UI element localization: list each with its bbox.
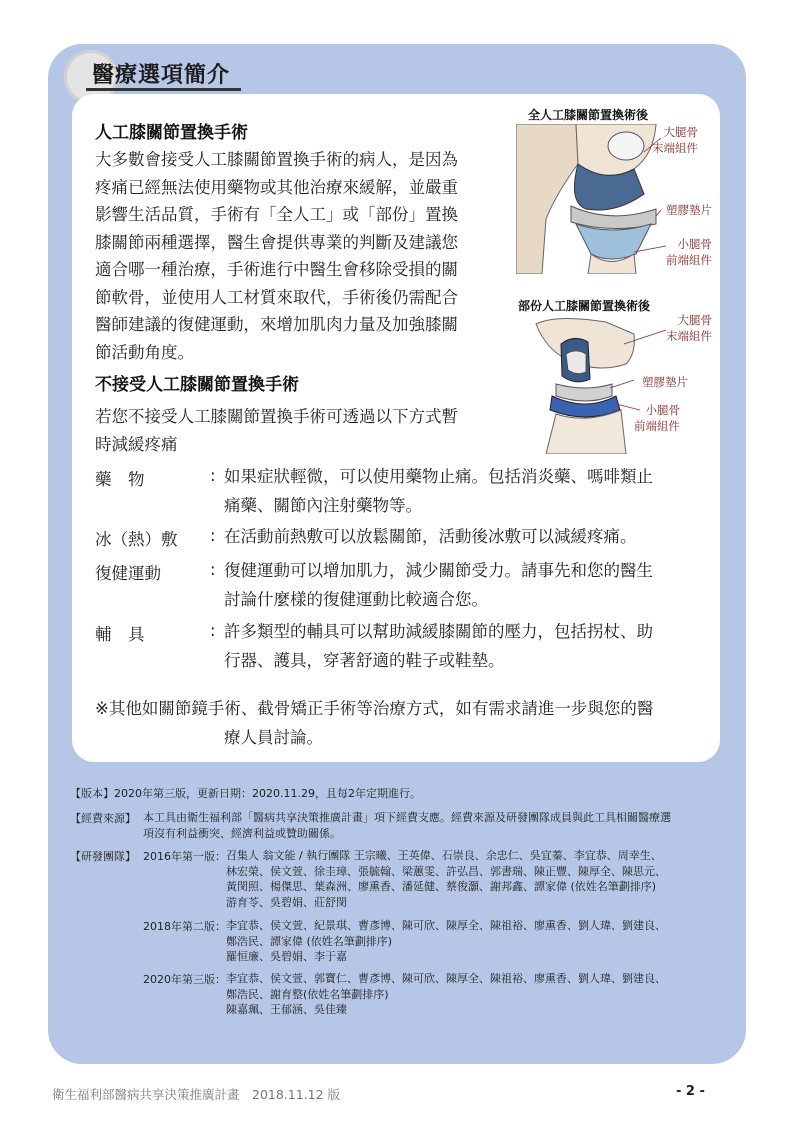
label-line: 大腿骨 bbox=[663, 125, 698, 139]
label-line: 末端組件 bbox=[652, 141, 698, 155]
title-underline bbox=[86, 88, 241, 91]
team-key: 【研發團隊】 bbox=[70, 850, 136, 863]
option-desc-line: 復健運動可以增加肌力，減少關節受力。請事先和您的醫生 bbox=[224, 561, 653, 580]
tkr-line: 醫師建議的復健運動，來增加肌肉力量及加強膝關 bbox=[95, 315, 458, 334]
option-desc-line: 討論什麼樣的復健運動比較適合您。 bbox=[224, 590, 488, 609]
no-tkr-line: 若您不接受人工膝關節置換手術可透過以下方式暫 bbox=[95, 407, 458, 426]
team-line: 鄭浩民、謝育整(依姓名筆劃排序) bbox=[226, 987, 389, 1001]
funding-key: 【經費來源】 bbox=[70, 812, 136, 825]
option-label-aids: 輔 具 bbox=[95, 625, 145, 644]
tkr-line: 大多數會接受人工膝關節置換手術的病人，是因為 bbox=[95, 150, 458, 169]
figure-partial-tibia-label bbox=[616, 402, 680, 434]
team-line: 林宏榮、侯文萱、徐圭璋、張毓翰、梁蕙雯、許弘昌、郭書瑞、陳正豐、陳厚全、陳思元、 bbox=[226, 864, 666, 878]
team-line: 召集人 翁文能 / 執行團隊 王宗曦、王英偉、石崇良、余忠仁、吳宜蓁、李宜恭、周幸生、 bbox=[226, 849, 662, 862]
option-desc-line: 在活動前熱敷可以放鬆關節，活動後冰敷可以減緩疼痛。 bbox=[224, 527, 637, 546]
tkr-line: 適合哪一種治療，手術進行中醫生會移除受損的關 bbox=[95, 260, 458, 279]
option-label-compress: 冰（熱）敷 bbox=[95, 530, 178, 549]
team-2018-label: 2018年第二版： bbox=[143, 920, 226, 933]
figure-partial-title: 部份人工膝關節置換術後 bbox=[518, 299, 651, 313]
funding-line: 本工具由衛生福利部「醫病共享決策推廣計畫」項下經費支應。經費來源及研發團隊成員與此工具相關醫療選 bbox=[143, 811, 671, 824]
tkr-line: 影響生活品質，手術有「全人工」或「部份」置換 bbox=[95, 205, 458, 224]
team-2018-members bbox=[226, 918, 726, 965]
team-2020-members bbox=[226, 971, 726, 1018]
team-line: 游育苓、吳碧娟、莊舒閔 bbox=[226, 895, 347, 909]
option-colon: : bbox=[210, 560, 216, 579]
team-2016-label: 2016年第一版： bbox=[143, 850, 226, 863]
team-line: 鄭浩民、譚家偉 (依姓名筆劃排序) bbox=[226, 934, 393, 948]
tkr-paragraph bbox=[95, 146, 515, 366]
label-line: 末端組件 bbox=[666, 329, 712, 343]
tkr-line: 節活動角度。 bbox=[95, 342, 194, 362]
funding-text bbox=[143, 810, 723, 841]
no-tkr-line: 時減緩疼痛 bbox=[95, 434, 178, 454]
option-label-rehab: 復健運動 bbox=[95, 564, 161, 583]
tkr-heading: 人工膝關節置換手術 bbox=[95, 123, 248, 143]
tkr-line: 膝關節兩種選擇，醫生會提供專業的判斷及建議您 bbox=[95, 232, 458, 252]
no-tkr-heading: 不接受人工膝關節置換手術 bbox=[95, 375, 299, 395]
tkr-line: 節軟骨，並使用人工材質來取代，手術後仍需配合 bbox=[95, 287, 458, 307]
other-treatments-note: ※其他如關節鏡手術、截骨矯正手術等治療方式，如有需求請進一步與您的醫 bbox=[95, 699, 654, 718]
option-colon: : bbox=[210, 621, 216, 640]
option-desc-line: 許多類型的輔具可以幫助減緩膝關節的壓力，包括拐杖、助 bbox=[224, 622, 653, 641]
funding-line: 項沒有利益衝突、經濟利益或贊助關係。 bbox=[143, 826, 341, 840]
figure-total-tibia-label bbox=[632, 236, 712, 268]
team-line: 黃閔照、楊傑思、葉森洲、廖熏香、潘延健、蔡俊灝、謝邦鑫、譚家偉 (依姓名筆劃排序) bbox=[226, 880, 657, 893]
tkr-line: 疼痛已經無法使用藥物或其他治療來緩解，並嚴重 bbox=[95, 177, 458, 197]
label-line: 小腿骨 bbox=[645, 403, 680, 417]
team-2016-members bbox=[226, 848, 726, 910]
option-desc-line: 行器、護具，穿著舒適的鞋子或鞋墊。 bbox=[224, 651, 505, 670]
team-line: 羅恒廉、吳碧娟、李于嘉 bbox=[226, 950, 347, 963]
option-label-medication: 藥 物 bbox=[95, 470, 145, 489]
figure-partial-femur-label bbox=[644, 312, 712, 344]
version-text: 2020年第三版，更新日期：2020.11.29，且每2年定期進行。 bbox=[114, 787, 421, 800]
label-line: 小腿骨 bbox=[677, 237, 712, 251]
label-line: 大腿骨 bbox=[677, 313, 712, 327]
version-info bbox=[70, 786, 421, 802]
figure-total-femur-label bbox=[632, 124, 698, 156]
section-title: 醫療選項簡介 bbox=[92, 63, 231, 88]
option-desc-aids bbox=[224, 617, 704, 675]
figure-partial-spacer-label: 塑膠墊片 bbox=[642, 375, 688, 389]
option-desc-compress bbox=[224, 522, 704, 551]
option-desc-line: 如果症狀輕微，可以使用藥物止痛。包括消炎藥、嗎啡類止 bbox=[224, 467, 653, 486]
page-number: - 2 - bbox=[676, 1084, 705, 1099]
version-key: 【版本】 bbox=[70, 787, 114, 800]
figure-total-title: 全人工膝關節置換術後 bbox=[528, 108, 649, 122]
team-line: 李宜恭、侯文萱、紀景琪、曹彥博、陳可欣、陳厚全、陳祖裕、廖熏香、劉人瑋、劉建良、 bbox=[226, 919, 666, 932]
option-colon: : bbox=[210, 466, 216, 485]
option-colon: : bbox=[210, 526, 216, 545]
team-line: 李宜恭、侯文萱、郭寶仁、曹彥博、陳可欣、陳厚全、陳祖裕、廖熏香、劉人瑋、劉建良、 bbox=[226, 972, 666, 985]
option-desc-line: 痛藥、關節內注射藥物等。 bbox=[224, 496, 422, 515]
option-desc-medication bbox=[224, 462, 704, 520]
label-line: 前端組件 bbox=[634, 419, 680, 433]
option-desc-rehab bbox=[224, 556, 704, 614]
team-line: 陳嘉珮、王郁涵、吳佳臻 bbox=[226, 1003, 347, 1016]
no-tkr-paragraph bbox=[95, 403, 515, 458]
label-line: 前端組件 bbox=[666, 253, 712, 267]
other-treatments-note-cont: 療人員討論。 bbox=[224, 728, 323, 747]
team-2020-label: 2020年第三版： bbox=[143, 973, 226, 986]
figure-total-spacer-label: 塑膠墊片 bbox=[666, 203, 712, 217]
footer-source: 衛生福利部醫病共享決策推廣計畫 2018.11.12 版 bbox=[52, 1087, 341, 1102]
